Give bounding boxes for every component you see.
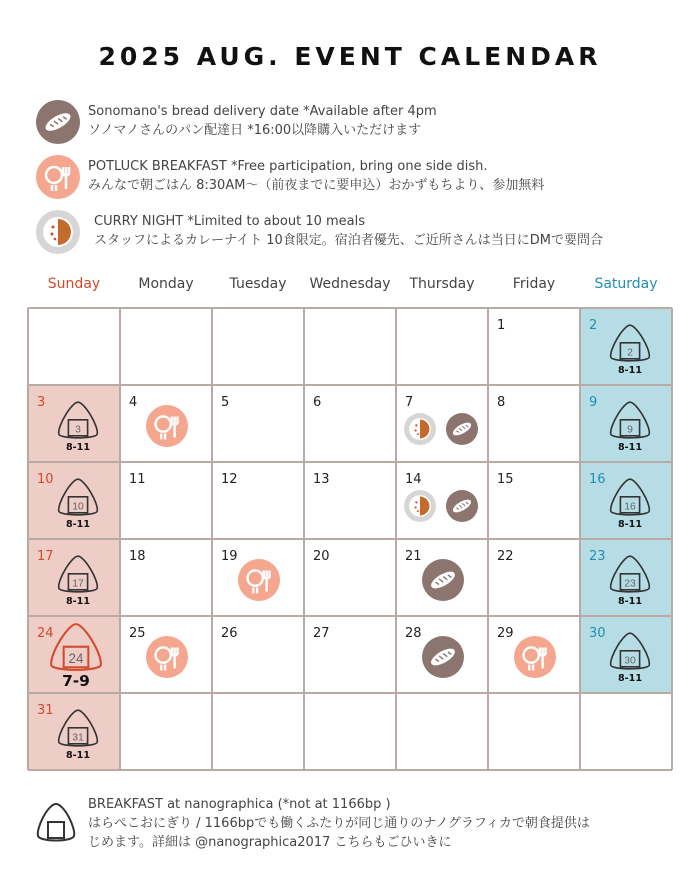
calendar-empty-cell xyxy=(212,693,304,770)
svg-text:3: 3 xyxy=(75,424,81,436)
svg-text:30: 30 xyxy=(624,655,636,667)
day-number: 17 xyxy=(37,549,54,564)
onigiri-icon xyxy=(54,707,102,763)
day-number: 20 xyxy=(313,549,330,564)
calendar-day-28 xyxy=(396,616,488,693)
legend-curry-line1: CURRY NIGHT *Limited to about 10 meals xyxy=(94,214,366,229)
svg-text:24: 24 xyxy=(68,651,84,667)
day-number: 8 xyxy=(497,395,506,410)
day-number: 1 xyxy=(497,318,506,333)
bread-icon xyxy=(422,636,464,678)
calendar-day-2 xyxy=(580,308,672,385)
bread-icon xyxy=(446,490,478,522)
calendar-day-30 xyxy=(580,616,672,693)
svg-text:8-11: 8-11 xyxy=(617,596,643,608)
calendar-day-3 xyxy=(28,385,120,462)
onigiri-icon xyxy=(54,553,102,609)
calendar-empty-cell xyxy=(120,308,212,385)
svg-text:23: 23 xyxy=(624,578,636,590)
day-number: 16 xyxy=(589,472,606,487)
day-number: 26 xyxy=(221,626,238,641)
svg-text:8-11: 8-11 xyxy=(617,519,643,531)
calendar-day-12 xyxy=(212,462,304,539)
svg-text:31: 31 xyxy=(72,732,84,744)
potluck-icon xyxy=(514,636,556,678)
potluck-icon xyxy=(146,636,188,678)
legend-bread-line1: Sonomano's bread delivery date *Available after 4pm xyxy=(88,104,437,119)
onigiri-icon xyxy=(606,553,654,609)
footer-text xyxy=(88,795,678,852)
potluck-icon xyxy=(146,405,188,447)
day-number: 7 xyxy=(405,395,414,410)
calendar-empty-cell xyxy=(304,693,396,770)
curry-icon xyxy=(404,413,436,445)
dow-monday: Monday xyxy=(138,276,194,292)
day-number: 3 xyxy=(37,395,46,410)
day-number: 31 xyxy=(37,703,54,718)
curry-icon xyxy=(404,490,436,522)
legend-bread xyxy=(36,100,676,150)
day-number: 21 xyxy=(405,549,422,564)
calendar-day-13 xyxy=(304,462,396,539)
calendar-day-10 xyxy=(28,462,120,539)
calendar-empty-cell xyxy=(212,308,304,385)
day-number: 27 xyxy=(313,626,330,641)
svg-text:2: 2 xyxy=(627,347,633,359)
day-number: 30 xyxy=(589,626,606,641)
calendar-empty-cell xyxy=(488,693,580,770)
day-number: 28 xyxy=(405,626,422,641)
calendar-day-22 xyxy=(488,539,580,616)
potluck-icon xyxy=(36,155,80,199)
day-number: 24 xyxy=(37,626,54,641)
day-number: 2 xyxy=(589,318,598,333)
legend-bread-line2: ソノマノさんのパン配達日 *16:00以降購入いただけます xyxy=(88,123,422,138)
calendar-day-24 xyxy=(28,616,120,693)
day-number: 29 xyxy=(497,626,514,641)
calendar-empty-cell xyxy=(396,308,488,385)
day-number: 19 xyxy=(221,549,238,564)
grid-line xyxy=(28,692,672,694)
dow-sunday: Sunday xyxy=(47,276,101,292)
svg-text:8-11: 8-11 xyxy=(617,442,643,454)
svg-text:8-11: 8-11 xyxy=(65,442,91,454)
calendar-empty-cell xyxy=(120,693,212,770)
day-number: 9 xyxy=(589,395,598,410)
svg-text:7-9: 7-9 xyxy=(62,671,90,690)
calendar-empty-cell xyxy=(580,693,672,770)
calendar-day-19 xyxy=(212,539,304,616)
day-number: 10 xyxy=(37,472,54,487)
onigiri-icon xyxy=(34,800,78,844)
calendar-day-15 xyxy=(488,462,580,539)
dow-tuesday: Tuesday xyxy=(229,276,287,292)
calendar-day-14 xyxy=(396,462,488,539)
dow-saturday: Saturday xyxy=(594,276,658,292)
onigiri-icon xyxy=(54,399,102,455)
legend-curry xyxy=(36,210,676,260)
onigiri-icon xyxy=(54,476,102,532)
grid-line xyxy=(28,461,672,463)
legend-potluck-line1: POTLUCK BREAKFAST *Free participation, bring one side dish. xyxy=(88,159,488,174)
calendar-day-17 xyxy=(28,539,120,616)
calendar-day-27 xyxy=(304,616,396,693)
bread-icon xyxy=(422,559,464,601)
calendar-day-9 xyxy=(580,385,672,462)
footer-line1: BREAKFAST at nanographica (*not at 1166bp ) xyxy=(88,797,391,812)
day-number: 12 xyxy=(221,472,238,487)
svg-text:8-11: 8-11 xyxy=(65,519,91,531)
calendar-grid xyxy=(28,308,672,768)
calendar-day-8 xyxy=(488,385,580,462)
calendar-day-11 xyxy=(120,462,212,539)
legend-potluck xyxy=(36,155,676,205)
dow-thursday: Thursday xyxy=(409,276,475,292)
day-number: 13 xyxy=(313,472,330,487)
day-number: 5 xyxy=(221,395,230,410)
svg-text:8-11: 8-11 xyxy=(617,673,643,685)
grid-line xyxy=(28,615,672,617)
calendar-day-1 xyxy=(488,308,580,385)
day-number: 11 xyxy=(129,472,146,487)
potluck-icon xyxy=(238,559,280,601)
calendar-day-26 xyxy=(212,616,304,693)
onigiri-icon xyxy=(44,620,108,692)
day-number: 6 xyxy=(313,395,322,410)
calendar-day-29 xyxy=(488,616,580,693)
page-title: 2025 AUG. EVENT CALENDAR xyxy=(98,42,602,71)
calendar-empty-cell xyxy=(304,308,396,385)
calendar-empty-cell xyxy=(396,693,488,770)
svg-text:8-11: 8-11 xyxy=(65,596,91,608)
legend-potluck-line2: みんなで朝ごはん 8:30AM〜（前夜までに要申込）おかずもちより、参加無料 xyxy=(88,178,545,193)
calendar-day-4 xyxy=(120,385,212,462)
calendar-day-5 xyxy=(212,385,304,462)
svg-text:10: 10 xyxy=(72,501,84,513)
onigiri-icon xyxy=(606,399,654,455)
calendar-day-25 xyxy=(120,616,212,693)
grid-line xyxy=(28,307,672,309)
legend-curry-line2: スタッフによるカレーナイト 10食限定。宿泊者優先、ご近所さんは当日にDMで要問合 xyxy=(94,233,603,248)
footer-line2: はらぺこおにぎり / 1166bpでも働くふたりが同じ通りのナノグラフィカで朝食提供は xyxy=(88,816,590,831)
calendar-day-16 xyxy=(580,462,672,539)
day-number: 4 xyxy=(129,395,138,410)
calendar-day-23 xyxy=(580,539,672,616)
onigiri-icon xyxy=(606,476,654,532)
svg-text:8-11: 8-11 xyxy=(65,750,91,762)
calendar-day-31 xyxy=(28,693,120,770)
onigiri-icon xyxy=(606,322,654,378)
day-number: 14 xyxy=(405,472,422,487)
day-number: 15 xyxy=(497,472,514,487)
day-number: 18 xyxy=(129,549,146,564)
bread-icon xyxy=(36,100,80,144)
onigiri-icon xyxy=(606,630,654,686)
dow-friday: Friday xyxy=(512,276,556,292)
grid-line xyxy=(28,769,672,771)
day-number: 25 xyxy=(129,626,146,641)
day-number: 23 xyxy=(589,549,606,564)
calendar-day-20 xyxy=(304,539,396,616)
calendar-day-18 xyxy=(120,539,212,616)
svg-text:9: 9 xyxy=(627,424,633,436)
footer-line3: じめます。詳細は @nanographica2017 こちらもごひいきに xyxy=(88,835,452,850)
calendar-day-7 xyxy=(396,385,488,462)
svg-text:17: 17 xyxy=(72,578,84,590)
curry-icon xyxy=(36,210,80,254)
grid-line xyxy=(28,538,672,540)
svg-text:8-11: 8-11 xyxy=(617,365,643,377)
grid-line xyxy=(28,384,672,386)
calendar-day-6 xyxy=(304,385,396,462)
day-number: 22 xyxy=(497,549,514,564)
dow-wednesday: Wednesday xyxy=(309,276,391,292)
svg-text:16: 16 xyxy=(624,501,636,513)
calendar-empty-cell xyxy=(28,308,120,385)
calendar-day-21 xyxy=(396,539,488,616)
bread-icon xyxy=(446,413,478,445)
